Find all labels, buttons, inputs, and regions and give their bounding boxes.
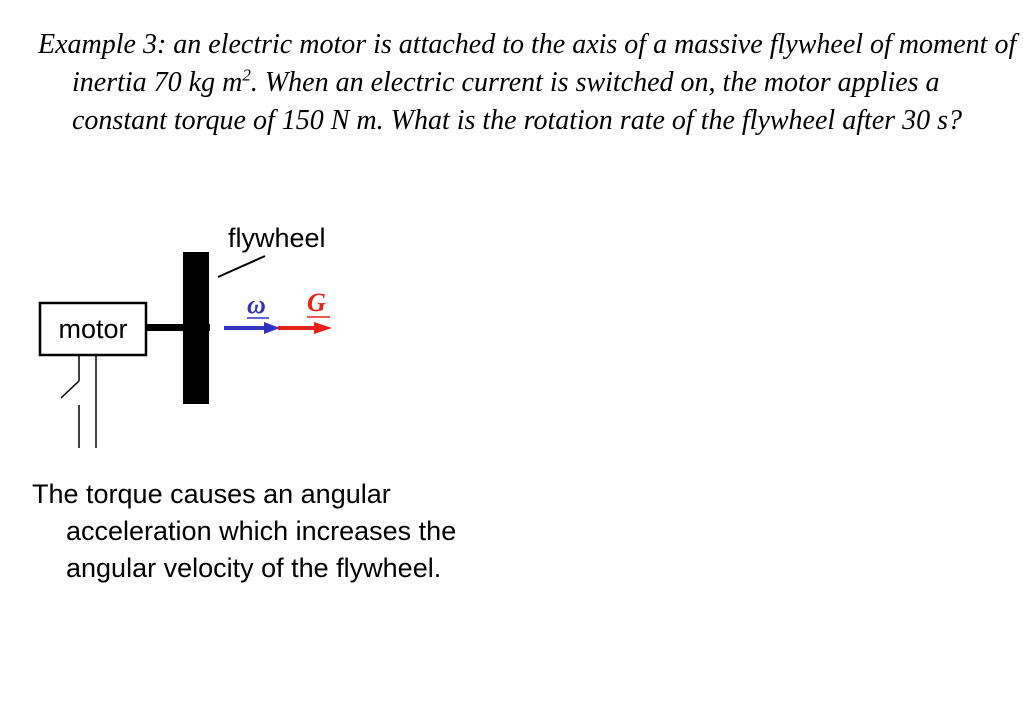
switch-blade — [61, 381, 79, 398]
omega-label: ω — [247, 290, 266, 319]
motor-label: motor — [58, 314, 128, 344]
flywheel-leader-line — [218, 256, 265, 277]
omega-vector-head — [264, 322, 280, 334]
problem-text-main: Example 3: an electric motor is attached to the axis of a massive flywheel of moment of inertia 70 kg m — [38, 29, 1017, 98]
problem-exponent: 2 — [242, 65, 251, 85]
explanation-text: The torque causes an angular acceleration which increases the angular velocity of the flywheel. — [32, 479, 457, 583]
motor-axle — [146, 324, 210, 331]
torque-label: G — [307, 288, 326, 317]
torque-vector-head — [314, 322, 332, 334]
flywheel-label: flywheel — [228, 223, 326, 253]
problem-text-rest: . When an electric current is switched on, the motor applies a constant torque of 150 N m. What is the rotation rate of the flywheel after 30 s? — [72, 67, 962, 136]
